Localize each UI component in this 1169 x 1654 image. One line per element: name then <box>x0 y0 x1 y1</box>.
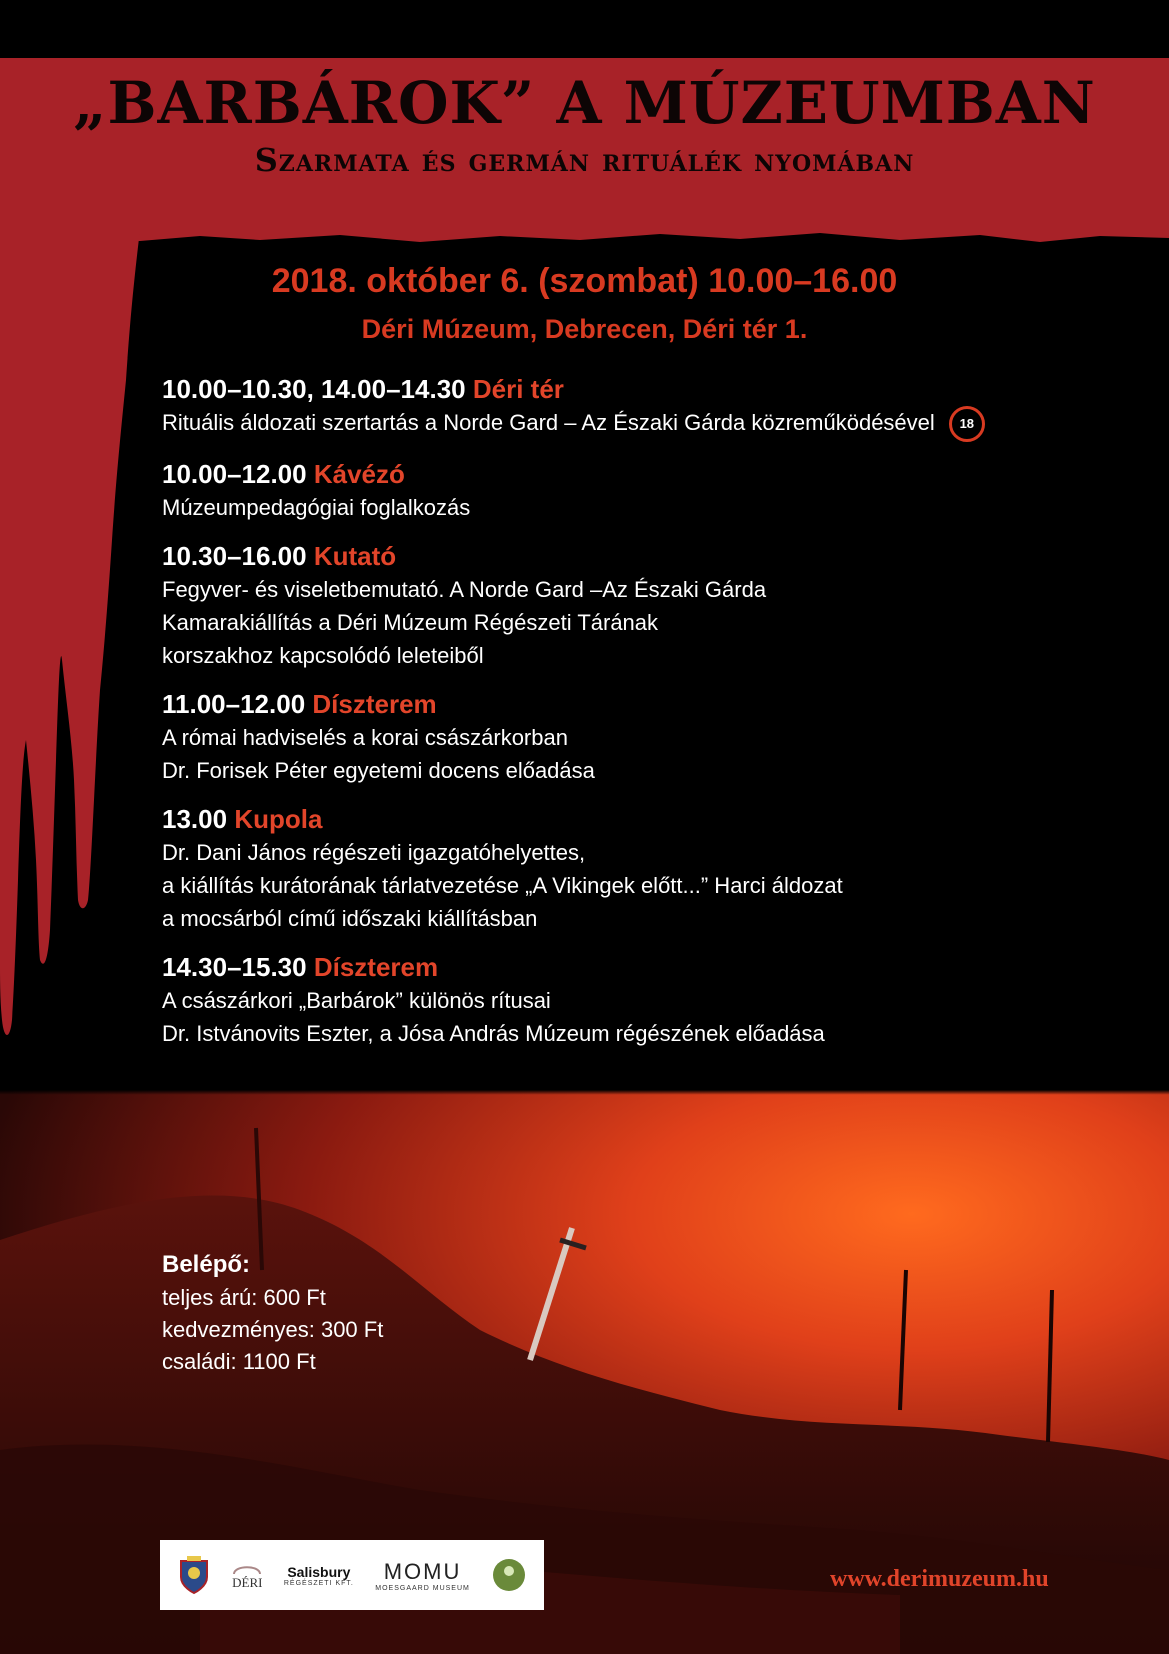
salisbury-logo: Salisbury RÉGÉSZETI KFT. <box>283 1563 354 1587</box>
program-description: Kamarakiállítás a Déri Múzeum Régészeti Tárának <box>162 610 659 636</box>
program-item-heading <box>162 539 1122 573</box>
event-date: 2018. október 6. (szombat) 10.00–16.00 <box>271 262 898 300</box>
program-item-heading <box>162 802 1122 836</box>
museum-night-logo <box>491 1557 527 1593</box>
program-description: Dr. Dani János régészeti igazgatóhelyettes, <box>162 840 586 866</box>
program-description: Dr. Istvánovits Eszter, a Jósa András Múzeum régészének előadása <box>162 1021 825 1047</box>
main-title: „BARBÁROK” A MÚZEUMBAN <box>73 69 1096 137</box>
program-item <box>162 457 1122 524</box>
program-description: A római hadviselés a korai császárkorban <box>162 725 568 751</box>
deri-museum-logo: DÉRI <box>232 1559 262 1591</box>
program-item <box>162 687 1122 787</box>
program-time: 10.00–12.00 <box>162 459 307 490</box>
museum-dome-icon <box>232 1559 262 1575</box>
program-item-heading <box>162 372 1122 406</box>
program-item <box>162 539 1122 672</box>
program-description: a mocsárból című időszaki kiállításban <box>162 906 538 932</box>
entry-title: Belépő: <box>162 1251 251 1278</box>
age-restriction-badge: 18 <box>949 406 985 442</box>
program-description: a kiállítás kurátorának tárlatvezetése „A Vikingek előtt...” Harci áldozat <box>162 873 843 899</box>
program-item <box>162 802 1122 935</box>
green-badge-icon <box>491 1557 527 1593</box>
price-family: családi: 1100 Ft <box>162 1349 316 1374</box>
program-item-heading <box>162 457 1122 491</box>
momu-logo: MOMU MOESGAARD MUSEUM <box>375 1558 470 1592</box>
program-location: Díszterem <box>313 952 439 983</box>
program-list <box>162 372 1122 1065</box>
program-item-heading <box>162 950 1122 984</box>
program-time: 14.30–15.30 <box>162 952 307 983</box>
entry-prices <box>162 1248 383 1378</box>
program-location: Kutató <box>313 541 397 572</box>
program-item <box>162 372 1122 442</box>
program-description: Múzeumpedagógiai foglalkozás <box>162 495 471 521</box>
program-time: 10.30–16.00 <box>162 541 307 572</box>
program-location: Déri tér <box>472 374 564 404</box>
website-link[interactable]: www.derimuzeum.hu <box>830 1566 1049 1592</box>
program-time: 10.00–10.30, 14.00–14.30 <box>162 374 466 404</box>
program-location: Kupola <box>234 804 323 835</box>
title-block <box>0 68 1169 182</box>
program-time: 11.00–12.00 <box>162 689 306 720</box>
sub-title: Szarmata és germán rituálék nyomában <box>254 141 915 179</box>
sponsor-logos <box>160 1540 544 1610</box>
program-time: 13.00 <box>162 804 228 835</box>
program-description: Rituális áldozati szertartás a Norde Gard – Az Északi Gárda közreműködésével 18 <box>162 406 1122 442</box>
price-full: teljes árú: 600 Ft <box>162 1285 326 1310</box>
program-description: korszakhoz kapcsolódó leleteiből <box>162 643 484 669</box>
price-reduced: kedvezményes: 300 Ft <box>162 1317 384 1342</box>
event-venue: Déri Múzeum, Debrecen, Déri tér 1. <box>361 314 808 344</box>
program-description: A császárkori „Barbárok” különös rítusai <box>162 988 551 1014</box>
program-description: Dr. Forisek Péter egyetemi docens előadása <box>162 758 595 784</box>
program-description: Fegyver- és viseletbemutató. A Norde Gard –Az Északi Gárda <box>162 577 767 603</box>
program-location: Kávézó <box>313 459 405 490</box>
program-item <box>162 950 1122 1050</box>
program-item-heading <box>162 687 1122 721</box>
coat-of-arms-icon <box>177 1555 211 1595</box>
debrecen-coat-of-arms-logo <box>177 1555 211 1595</box>
program-location: Díszterem <box>312 689 437 720</box>
